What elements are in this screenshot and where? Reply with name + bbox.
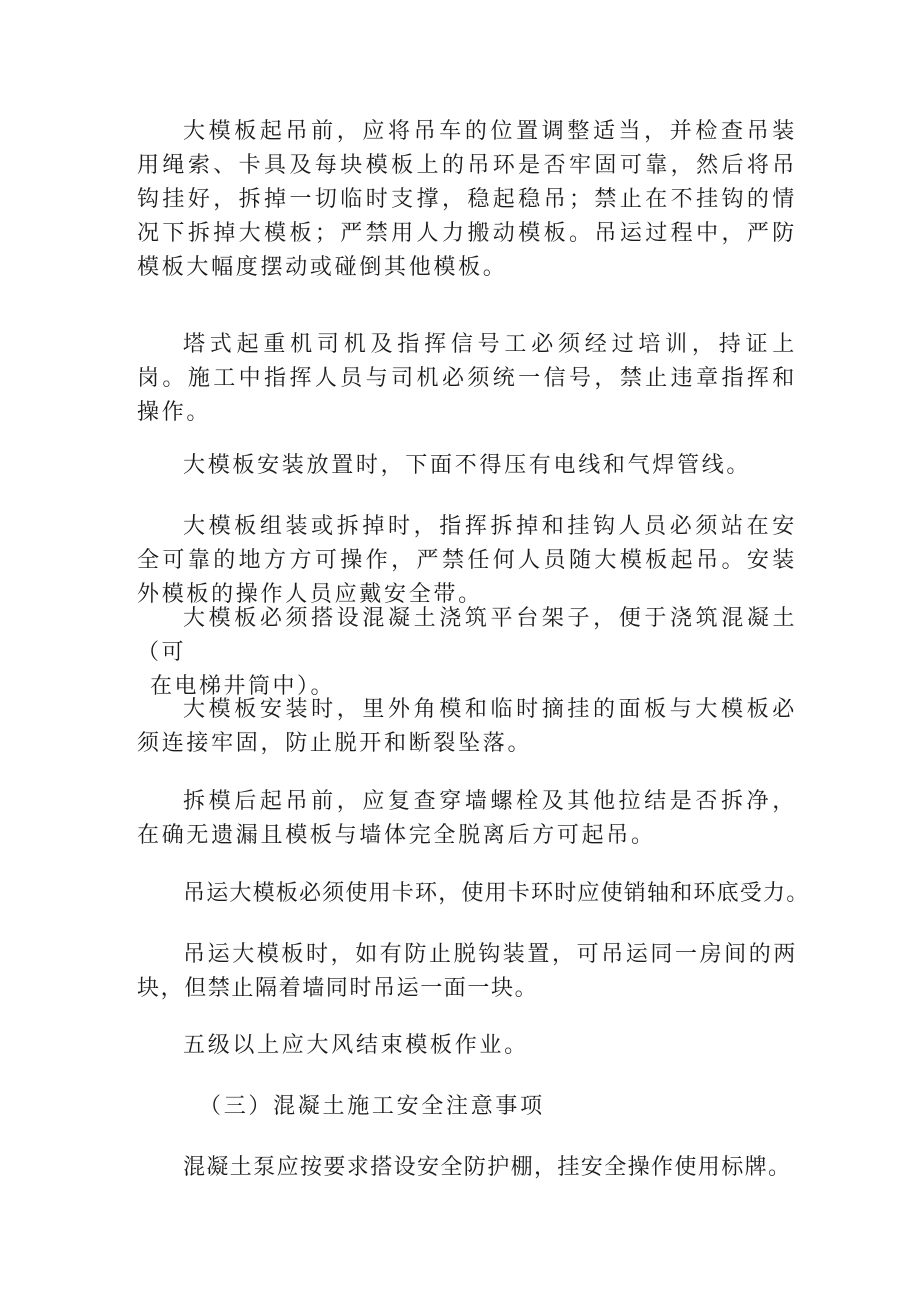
paragraph-pouring-platform-line-2: 在电梯井筒中）。 (150, 674, 336, 699)
paragraph-anti-unhook: 吊运大模板时，如有防止脱钩装置，可吊运同一房间的两块，但禁止隔着墙同时吊运一面一块。 (137, 942, 797, 1001)
paragraph-demolding-check: 拆模后起吊前，应复查穿墙螺栓及其他拉结是否拆净，在确无遗漏且模板与墙体完全脱离后方可起吊。 (137, 789, 797, 848)
paragraph-lifting-preparation: 大模板起吊前，应将吊车的位置调整适当，并检查吊装用绳索、卡具及每块模板上的吊环是否牢固可靠，然后将吊钩挂好，拆掉一切临时支撑，稳起稳吊；禁止在不挂钩的情况下拆掉大模板；严禁用人力搬动模板。吊运过程中，严防模板大幅度摆动或碰倒其他模板。 (137, 119, 797, 280)
paragraph-pouring-platform-line-1: 大模板必须搭设混凝土浇筑平台架子，便于浇筑混凝土（可 (137, 606, 797, 665)
paragraph-shackle-use: 吊运大模板必须使用卡环，使用卡环时应使销轴和环底受力。 (183, 881, 810, 906)
paragraph-wind-stop: 五级以上应大风结束模板作业。 (183, 1033, 529, 1058)
paragraph-placement-cables: 大模板安装放置时，下面不得压有电线和气焊管线。 (183, 453, 752, 478)
paragraph-corner-formwork: 大模板安装时，里外角模和临时摘挂的面板与大模板必须连接牢固，防止脱开和断裂坠落。 (137, 697, 797, 756)
paragraph-pump-shed: 混凝土泵应按要求搭设安全防护棚，挂安全操作使用标牌。 (183, 1155, 792, 1180)
paragraph-assembly-safety: 大模板组装或拆掉时，指挥拆掉和挂钩人员必须站在安全可靠的地方方可操作，严禁任何人员随大模板起吊。安装外模板的操作人员应戴安全带。 (137, 514, 797, 607)
section-heading-concrete-safety: （三）混凝土施工安全注意事项 (199, 1094, 545, 1119)
paragraph-crane-operator-training: 塔式起重机司机及指挥信号工必须经过培训，持证上岗。施工中指挥人员与司机必须统一信号，禁止违章指挥和操作。 (137, 332, 797, 425)
paragraph-pouring-platform (137, 602, 797, 704)
